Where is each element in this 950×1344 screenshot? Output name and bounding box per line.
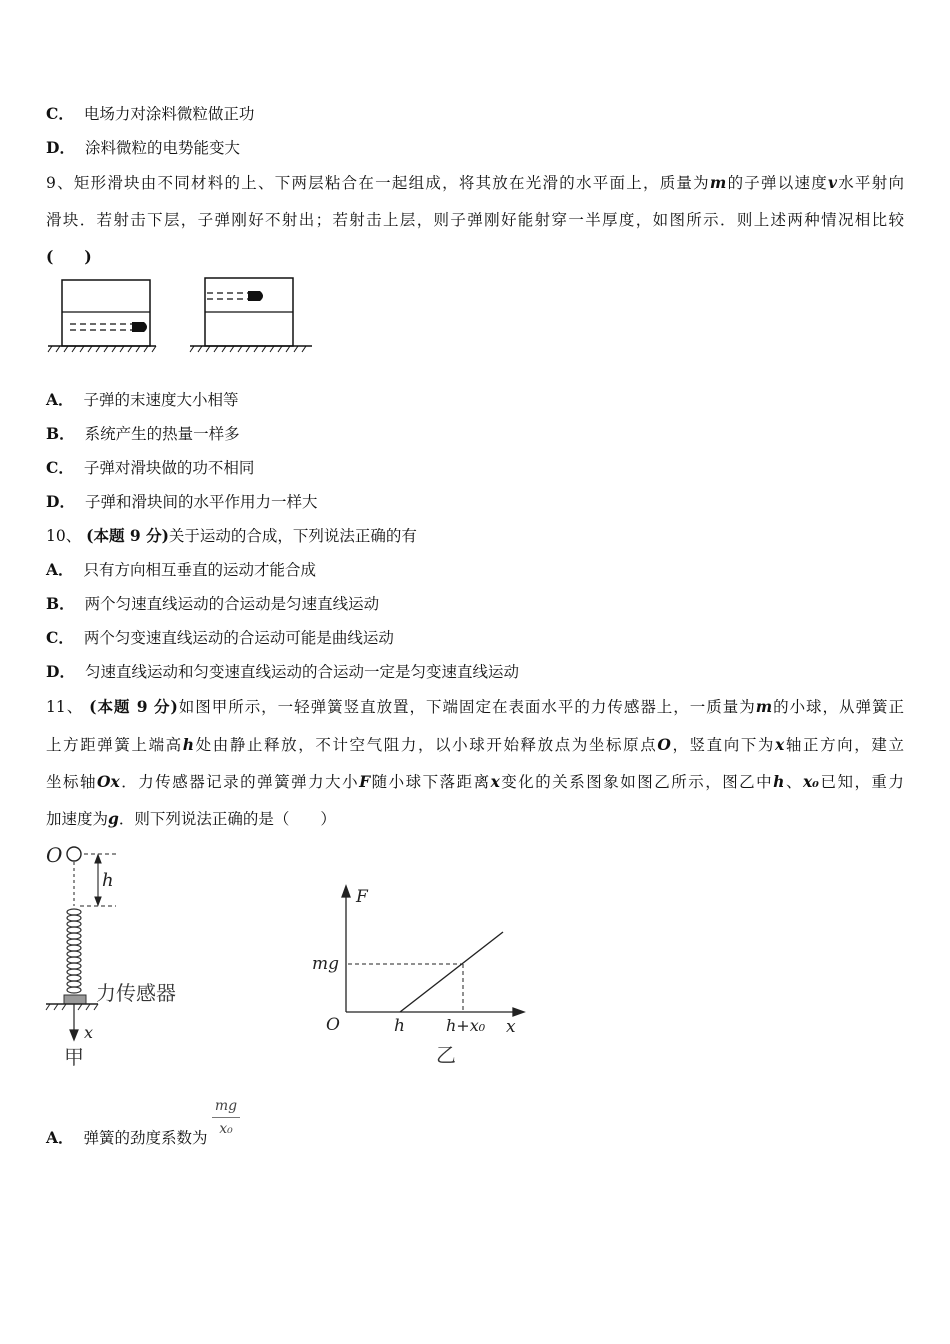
q10-stem: 10、 (本题 9 分)关于运动的合成，下列说法正确的有: [46, 526, 417, 545]
q10-option-b: B． 两个匀速直线运动的合运动是匀速直线运动: [46, 594, 380, 613]
q11-stem-line4: 加速度为g．则下列说法正确的是（ ）: [46, 809, 336, 828]
axis-label-x: x: [506, 1017, 516, 1037]
fraction-denominator: x₀: [219, 1121, 233, 1137]
caption-jia: 甲: [64, 1045, 84, 1069]
fraction-numerator: mg: [212, 1098, 240, 1118]
q11-stem-line2: 上方距弹簧上端高h处由静止释放，不计空气阻力，以小球开始释放点为坐标原点O，竖直向下为x轴正方向，建立: [46, 735, 904, 754]
fraction-mg-over-x0: [212, 1098, 240, 1137]
tick-label-mg: mg: [312, 954, 340, 974]
right-bullet: [248, 291, 263, 301]
force-sensor: [64, 995, 86, 1004]
tick-label-hx0: h+x₀: [446, 1016, 486, 1035]
label-x: x: [84, 1023, 94, 1042]
q10-option-c: C． 两个匀变速直线运动的合运动可能是曲线运动: [46, 628, 394, 647]
left-block: [62, 280, 150, 346]
q11-stem-line1: 11、 (本题 9 分)如图甲所示，一轻弹簧竖直放置，下端固定在表面水平的力传感器上，一质量为m的小球，从弹簧正: [46, 697, 904, 716]
ball: [67, 847, 81, 861]
label-O: O: [46, 843, 63, 867]
q9-option-b: B． 系统产生的热量一样多: [46, 424, 240, 443]
option-letter: C．: [46, 104, 74, 123]
tick-label-h: h: [394, 1016, 405, 1036]
right-bullet-trail: [207, 293, 248, 299]
axis-label-F: F: [356, 887, 368, 907]
q9-stem-line1: 9、矩形滑块由不同材料的上、下两层粘合在一起组成，将其放在光滑的水平面上，质量为m的子弹以速度v水平射向: [46, 173, 904, 192]
q11-figure-jia: [40, 840, 200, 1070]
label-sensor: 力传感器: [96, 981, 176, 1005]
caption-yi: 乙: [436, 1043, 456, 1067]
force-line: [400, 932, 503, 1012]
x-axis: [346, 1008, 524, 1016]
q9-stem-line3: ( ): [46, 247, 92, 266]
q8-option-c: [46, 102, 254, 124]
left-bullet-trail: [70, 324, 132, 330]
q9-option-d: D． 子弹和滑块间的水平作用力一样大: [46, 492, 318, 511]
x-axis-arrow: [70, 1004, 78, 1040]
f-axis: [342, 886, 350, 1012]
q9-stem-line2: 滑块．若射击下层，子弹刚好不射出；若射击上层，则子弹刚好能射穿一半厚度，如图所示．则上述两种情况相比较: [46, 211, 904, 229]
option-text: 涂料微粒的电势能变大: [84, 139, 240, 157]
left-ground: [48, 346, 156, 352]
label-h: h: [102, 870, 114, 891]
q11-figure-yi: [308, 880, 538, 1070]
option-letter: D．: [46, 138, 75, 157]
q10-option-d: D． 匀速直线运动和匀变速直线运动的合运动一定是匀变速直线运动: [46, 662, 519, 681]
h-dimension-arrow: [95, 855, 101, 905]
right-ground: [190, 346, 312, 352]
option-text: 电场力对涂料微粒做正功: [83, 105, 255, 123]
q11-stem-line3: 坐标轴Ox．力传感器记录的弹簧弹力大小F随小球下落距离x变化的关系图象如图乙所示，图乙中h、x₀已知，重力: [46, 772, 904, 791]
q9-option-c: C． 子弹对滑块做的功不相同: [46, 458, 255, 477]
left-bullet: [132, 322, 147, 332]
q9-figure: [44, 272, 316, 356]
origin-label: O: [326, 1015, 340, 1035]
q10-option-a: A． 只有方向相互垂直的运动才能合成: [46, 560, 317, 579]
var-m: m: [709, 173, 727, 192]
q9-option-a: A． 子弹的末速度大小相等: [46, 390, 239, 409]
q8-option-d: [46, 136, 240, 158]
var-v: v: [828, 173, 838, 192]
q11-option-a: A． 弹簧的劲度系数为: [46, 1128, 208, 1147]
spring: [67, 909, 81, 993]
